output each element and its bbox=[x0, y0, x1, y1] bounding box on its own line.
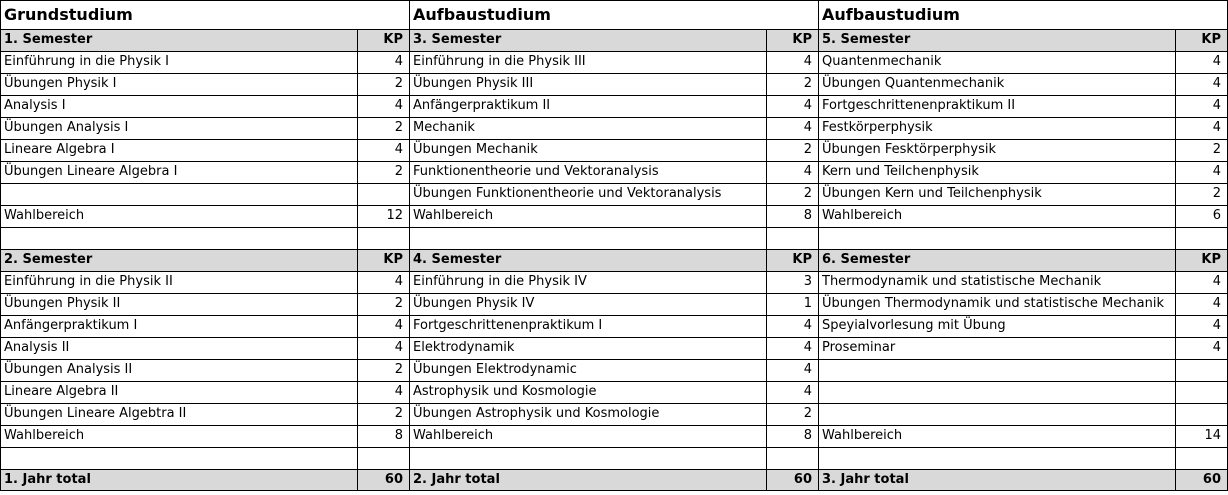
row-divider bbox=[0, 0, 1228, 1]
course-kp: 12 bbox=[386, 208, 403, 223]
course-name: Analysis I bbox=[4, 98, 66, 113]
row-divider bbox=[0, 447, 1228, 448]
course-name: Übungen Quantenmechanik bbox=[822, 76, 1005, 91]
course-name: Kern und Teilchenphysik bbox=[822, 164, 979, 179]
course-kp bbox=[357, 183, 409, 205]
course-kp: 6 bbox=[1212, 208, 1221, 223]
course-name bbox=[0, 447, 357, 469]
course-kp: 4 bbox=[1212, 98, 1221, 113]
course-name: Übungen Physik II bbox=[4, 296, 121, 311]
course-name: Übungen Fesktörperphysik bbox=[822, 142, 997, 157]
year-total-label: 3. Jahr total bbox=[818, 469, 1175, 491]
row-divider bbox=[0, 359, 1228, 360]
course-name: Übungen Lineare Algebtra II bbox=[4, 406, 187, 421]
semester-header: 6. Semester bbox=[818, 249, 1175, 271]
column-title: Grundstudium bbox=[4, 5, 133, 24]
row-divider bbox=[0, 381, 1228, 382]
row-divider bbox=[0, 249, 1228, 250]
course-kp: 2 bbox=[394, 406, 403, 421]
row-divider bbox=[0, 315, 1228, 316]
course-name: Übungen Analysis II bbox=[4, 362, 133, 377]
course-name: Übungen Elektrodynamic bbox=[413, 362, 577, 377]
row-divider bbox=[0, 227, 1228, 228]
kp-header: KP bbox=[1175, 249, 1227, 271]
course-kp: 8 bbox=[803, 428, 812, 443]
row-divider bbox=[0, 95, 1228, 96]
course-kp: 2 bbox=[1212, 142, 1221, 157]
course-kp bbox=[357, 227, 409, 249]
course-name: Wahlbereich bbox=[4, 428, 85, 443]
course-kp: 2 bbox=[803, 76, 812, 91]
course-name: Fortgeschrittenenpraktikum II bbox=[822, 98, 1016, 113]
course-kp: 4 bbox=[394, 54, 403, 69]
course-kp: 2 bbox=[1212, 186, 1221, 201]
course-kp: 2 bbox=[394, 76, 403, 91]
column-divider bbox=[766, 29, 767, 491]
semester-header: 5. Semester bbox=[818, 29, 1175, 51]
course-name: Fortgeschrittenenpraktikum I bbox=[413, 318, 603, 333]
semester-header: 4. Semester bbox=[409, 249, 766, 271]
course-kp: 2 bbox=[803, 186, 812, 201]
kp-header: KP bbox=[766, 249, 818, 271]
course-name: Proseminar bbox=[822, 340, 896, 355]
row-divider bbox=[0, 117, 1228, 118]
semester-header: 1. Semester bbox=[0, 29, 357, 51]
course-name: Wahlbereich bbox=[4, 208, 85, 223]
course-name bbox=[818, 227, 1175, 249]
row-divider bbox=[0, 183, 1228, 184]
semester-header: 3. Semester bbox=[409, 29, 766, 51]
row-divider bbox=[0, 161, 1228, 162]
course-kp: 2 bbox=[803, 406, 812, 421]
course-kp: 4 bbox=[1212, 54, 1221, 69]
course-name: Wahlbereich bbox=[822, 428, 903, 443]
course-name: Einführung in die Physik III bbox=[413, 54, 586, 69]
course-kp: 14 bbox=[1204, 428, 1221, 443]
course-name: Anfängerpraktikum II bbox=[413, 98, 551, 113]
course-kp bbox=[766, 447, 818, 469]
course-name bbox=[0, 183, 357, 205]
course-kp: 4 bbox=[394, 98, 403, 113]
year-total-label: 2. Jahr total bbox=[409, 469, 766, 491]
course-name bbox=[818, 381, 1175, 403]
course-name bbox=[818, 447, 1175, 469]
course-kp: 4 bbox=[1212, 318, 1221, 333]
course-name: Lineare Algebra I bbox=[4, 142, 115, 157]
course-name: Thermodynamik und statistische Mechanik bbox=[822, 274, 1102, 289]
course-kp: 4 bbox=[1212, 340, 1221, 355]
course-name: Wahlbereich bbox=[822, 208, 903, 223]
course-kp: 4 bbox=[803, 340, 812, 355]
kp-header: KP bbox=[357, 249, 409, 271]
course-kp: 2 bbox=[803, 142, 812, 157]
course-name: Übungen Physik I bbox=[4, 76, 117, 91]
course-name bbox=[818, 403, 1175, 425]
course-kp: 4 bbox=[803, 54, 812, 69]
course-name: Wahlbereich bbox=[413, 208, 494, 223]
course-kp: 4 bbox=[803, 98, 812, 113]
course-name: Übungen Astrophysik und Kosmologie bbox=[413, 406, 660, 421]
course-kp: 1 bbox=[803, 296, 812, 311]
course-kp: 4 bbox=[394, 142, 403, 157]
course-kp: 2 bbox=[394, 296, 403, 311]
course-kp: 3 bbox=[803, 274, 812, 289]
course-name bbox=[409, 227, 766, 249]
year-total-kp: 60 bbox=[357, 469, 409, 491]
course-kp: 2 bbox=[394, 120, 403, 135]
course-name: Einführung in die Physik IV bbox=[413, 274, 587, 289]
course-name: Übungen Analysis I bbox=[4, 120, 129, 135]
course-kp: 4 bbox=[1212, 120, 1221, 135]
row-divider bbox=[0, 293, 1228, 294]
course-name bbox=[818, 359, 1175, 381]
course-kp bbox=[1175, 359, 1227, 381]
course-name: Übungen Physik IV bbox=[413, 296, 535, 311]
course-name bbox=[409, 447, 766, 469]
course-kp bbox=[357, 447, 409, 469]
course-kp bbox=[1175, 227, 1227, 249]
column-divider bbox=[357, 29, 358, 491]
year-total-label: 1. Jahr total bbox=[0, 469, 357, 491]
course-name: Übungen Physik III bbox=[413, 76, 534, 91]
semester-header: 2. Semester bbox=[0, 249, 357, 271]
course-kp: 4 bbox=[1212, 274, 1221, 289]
course-name: Übungen Kern und Teilchenphysik bbox=[822, 186, 1042, 201]
course-name: Lineare Algebra II bbox=[4, 384, 119, 399]
row-divider bbox=[0, 490, 1228, 491]
course-kp: 4 bbox=[1212, 164, 1221, 179]
row-divider bbox=[0, 73, 1228, 74]
course-name: Übungen Thermodynamik und statistische Mechanik bbox=[822, 296, 1164, 311]
course-kp: 4 bbox=[394, 340, 403, 355]
course-name: Einführung in die Physik I bbox=[4, 54, 169, 69]
course-name: Mechanik bbox=[413, 120, 475, 135]
course-name: Übungen Mechanik bbox=[413, 142, 538, 157]
course-kp bbox=[1175, 381, 1227, 403]
course-kp: 2 bbox=[394, 164, 403, 179]
column-title: Aufbaustudium bbox=[822, 5, 960, 24]
kp-header: KP bbox=[766, 29, 818, 51]
course-kp: 8 bbox=[394, 428, 403, 443]
course-kp: 4 bbox=[803, 362, 812, 377]
course-kp: 4 bbox=[1212, 76, 1221, 91]
row-divider bbox=[0, 425, 1228, 426]
course-kp: 4 bbox=[394, 384, 403, 399]
course-name: Analysis II bbox=[4, 340, 70, 355]
course-name: Anfängerpraktikum I bbox=[4, 318, 138, 333]
row-divider bbox=[0, 139, 1228, 140]
kp-header: KP bbox=[357, 29, 409, 51]
course-name: Übungen Lineare Algebra I bbox=[4, 164, 178, 179]
year-total-kp: 60 bbox=[1175, 469, 1227, 491]
course-kp: 4 bbox=[803, 164, 812, 179]
course-kp bbox=[1175, 403, 1227, 425]
row-divider bbox=[0, 205, 1228, 206]
course-name bbox=[0, 227, 357, 249]
column-title: Aufbaustudium bbox=[413, 5, 551, 24]
row-divider bbox=[0, 29, 1228, 30]
course-name: Übungen Funktionentheorie und Vektoranalysis bbox=[413, 186, 722, 201]
course-kp: 4 bbox=[394, 318, 403, 333]
row-divider bbox=[0, 403, 1228, 404]
course-name: Speyialvorlesung mit Übung bbox=[822, 318, 1006, 333]
course-kp bbox=[1175, 447, 1227, 469]
course-kp: 4 bbox=[394, 274, 403, 289]
course-kp: 4 bbox=[1212, 296, 1221, 311]
kp-header: KP bbox=[1175, 29, 1227, 51]
row-divider bbox=[0, 271, 1228, 272]
course-name: Astrophysik und Kosmologie bbox=[413, 384, 597, 399]
course-kp: 2 bbox=[394, 362, 403, 377]
course-kp: 4 bbox=[803, 384, 812, 399]
course-name: Einführung in die Physik II bbox=[4, 274, 173, 289]
course-kp bbox=[766, 227, 818, 249]
row-divider bbox=[0, 469, 1228, 470]
row-divider bbox=[0, 337, 1228, 338]
course-name: Festkörperphysik bbox=[822, 120, 933, 135]
course-name: Elektrodynamik bbox=[413, 340, 515, 355]
year-total-kp: 60 bbox=[766, 469, 818, 491]
course-name: Quantenmechanik bbox=[822, 54, 942, 69]
course-kp: 4 bbox=[803, 318, 812, 333]
course-name: Wahlbereich bbox=[413, 428, 494, 443]
course-kp: 4 bbox=[803, 120, 812, 135]
course-name: Funktionentheorie und Vektoranalysis bbox=[413, 164, 659, 179]
row-divider bbox=[0, 51, 1228, 52]
column-divider bbox=[1175, 29, 1176, 491]
course-kp: 8 bbox=[803, 208, 812, 223]
